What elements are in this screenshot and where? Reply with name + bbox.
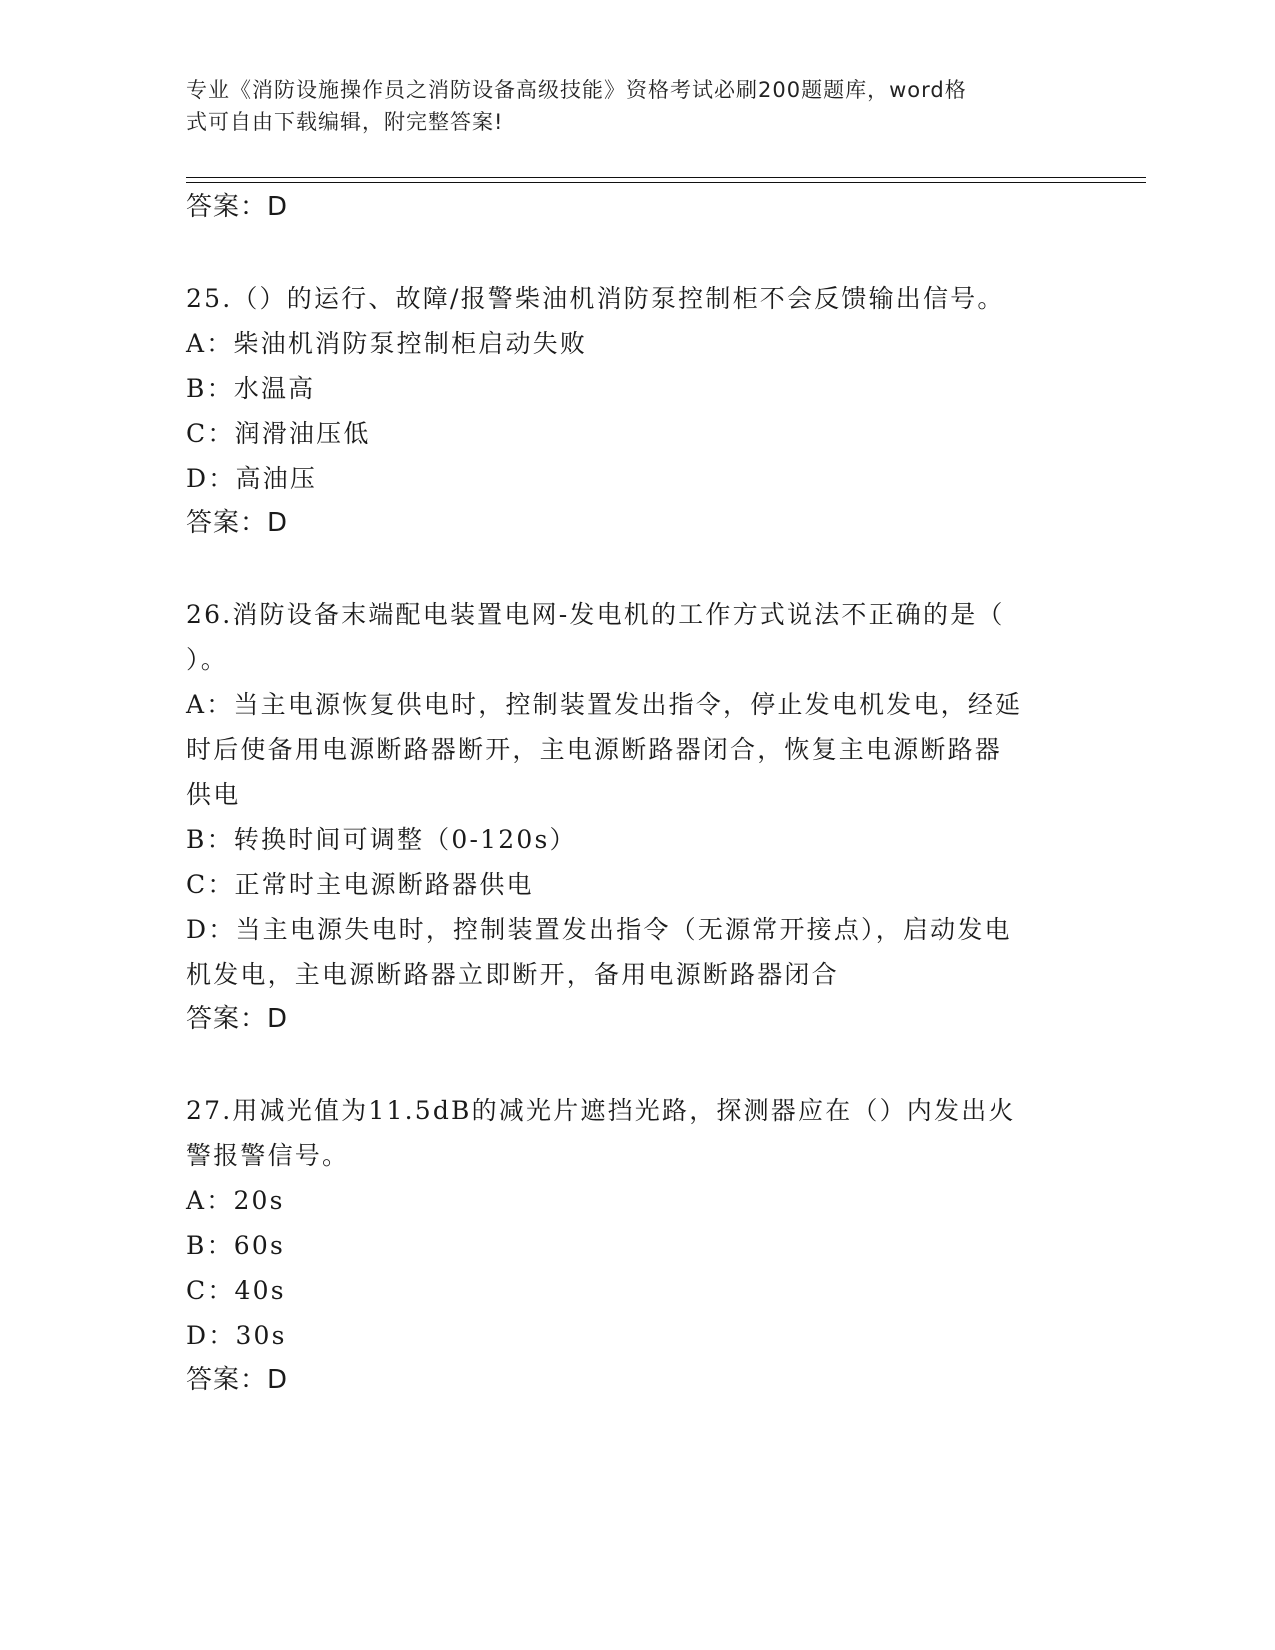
spacer — [186, 229, 1066, 276]
question-text-line: ）。 — [186, 645, 228, 674]
question-27 — [186, 1088, 1066, 1402]
option-a-line: A：当主电源恢复供电时，控制装置发出指令，停止发电机发电，经延 — [186, 690, 1023, 719]
option-a-line: 供电 — [186, 780, 241, 809]
question-25 — [186, 276, 1066, 545]
option-b: B：转换时间可调整（0-120s） — [186, 825, 577, 854]
option-b: B：水温高 — [186, 374, 316, 403]
option-a-line: 时后使备用电源断路器断开，主电源断路器闭合，恢复主电源断路器 — [186, 735, 1003, 764]
question-text: 25.（）的运行、故障/报警柴油机消防泵控制柜不会反馈输出信号。 — [186, 284, 1005, 313]
header-divider-top — [186, 177, 1146, 178]
option-d: D：30s — [186, 1321, 287, 1350]
header-divider-bottom — [186, 182, 1146, 183]
question-list — [186, 185, 1066, 1402]
answer-line: 答案：D — [186, 508, 289, 538]
answer-line: 答案：D — [186, 192, 289, 222]
option-c: C：正常时主电源断路器供电 — [186, 870, 534, 899]
spacer — [186, 1041, 1066, 1088]
option-c: C：40s — [186, 1276, 286, 1305]
option-c: C：润滑油压低 — [186, 419, 371, 448]
option-a: A：柴油机消防泵控制柜启动失败 — [186, 329, 588, 358]
question-text-line: 27.用减光值为11.5dB的减光片遮挡光路，探测器应在（）内发出火 — [186, 1096, 1016, 1125]
option-d: D：高油压 — [186, 464, 318, 493]
option-b: B：60s — [186, 1231, 286, 1260]
spacer — [186, 545, 1066, 592]
document-header — [186, 74, 1066, 138]
option-a: A：20s — [186, 1186, 285, 1215]
answer-line: 答案：D — [186, 1365, 289, 1395]
header-line-1: 专业《消防设施操作员之消防设备高级技能》资格考试必刷200题题库，word格 — [186, 78, 967, 102]
header-line-2: 式可自由下载编辑，附完整答案! — [186, 110, 504, 134]
question-26 — [186, 592, 1066, 1041]
question-text-line: 26.消防设备末端配电装置电网-发电机的工作方式说法不正确的是（ — [186, 600, 1005, 629]
option-d-line: 机发电，主电源断路器立即断开，备用电源断路器闭合 — [186, 960, 839, 989]
question-text-line: 警报警信号。 — [186, 1141, 350, 1170]
option-d-line: D：当主电源失电时，控制装置发出指令（无源常开接点），启动发电 — [186, 915, 1012, 944]
answer-line: 答案：D — [186, 1004, 289, 1034]
